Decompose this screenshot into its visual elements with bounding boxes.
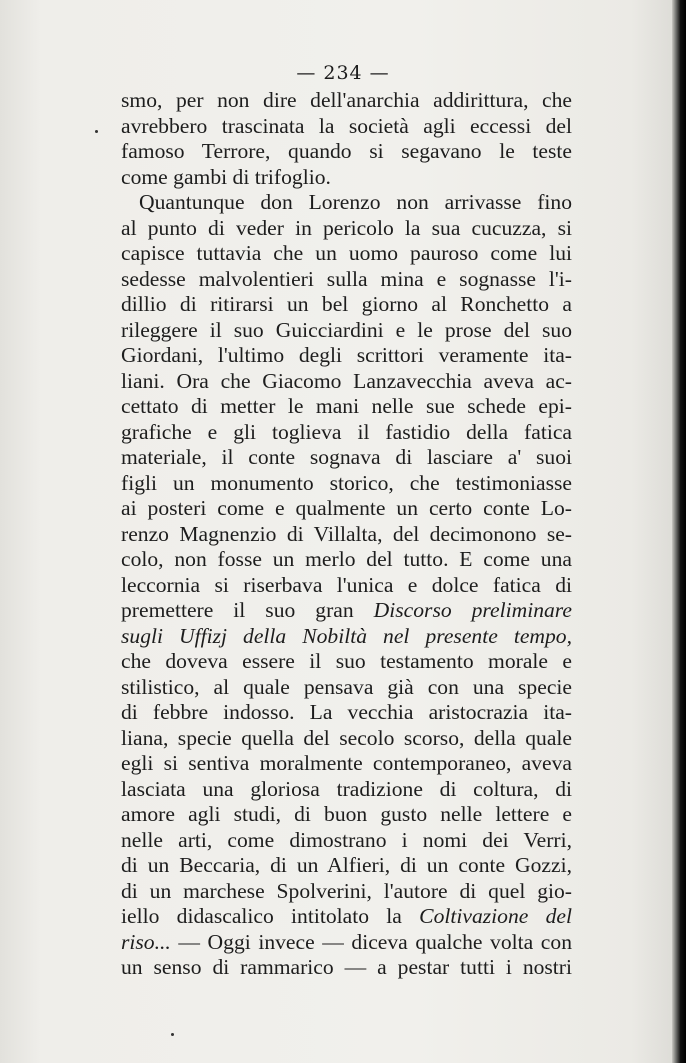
text-segment: sedesse malvolentieri sulla mina e sognasse l'i- (121, 266, 572, 291)
text-line (121, 471, 572, 497)
text-line (121, 955, 572, 981)
text-line (121, 751, 572, 777)
text-segment: — Oggi invece — diceva qualche volta con (170, 929, 572, 954)
text-line (121, 369, 572, 395)
text-line (121, 573, 572, 599)
body-text (121, 88, 572, 981)
text-segment: liani. Ora che Giacomo Lanzavecchia aveva ac- (121, 368, 572, 393)
text-line (121, 114, 572, 140)
text-line (121, 828, 572, 854)
text-segment: leccornia si riserbava l'unica e dolce fatica di (121, 572, 572, 597)
text-line (121, 649, 572, 675)
text-line (121, 522, 572, 548)
text-segment: iello didascalico intitolato la (121, 904, 420, 928)
text-segment: dillio di ritirarsi un bel giorno al Ronchetto a (121, 292, 572, 316)
italic-text: Coltivazione del (419, 904, 572, 928)
text-segment: ai posteri come e qualmente un certo conte Lo- (121, 496, 572, 520)
text-line (121, 675, 572, 701)
text-line (121, 802, 572, 828)
text-segment: cettato di metter le mani nelle sue schede epi- (121, 394, 572, 418)
text-segment: materiale, il conte sognava di lasciare a' suoi (121, 445, 572, 469)
text-segment: nelle arti, come dimostrano i nomi dei Verri, (121, 827, 572, 852)
text-segment: colo, non fosse un merlo del tutto. E come una (121, 547, 572, 571)
text-segment: renzo Magnenzio di Villalta, del decimonono se- (121, 521, 572, 546)
text-segment: al punto di veder in pericolo la sua cucuzza, si (121, 215, 572, 240)
text-segment: grafiche e gli toglieva il fastidio della fatica (121, 419, 572, 444)
text-segment: un senso di rammarico — a pestar tutti i nostri (121, 955, 572, 979)
text-segment: di un Beccaria, di un Alfieri, di un conte Gozzi, (121, 853, 572, 877)
text-line (121, 904, 572, 930)
text-line (121, 624, 572, 650)
text-segment: liana, specie quella del secolo scorso, della quale (121, 725, 572, 750)
text-segment: rileggere il suo Guicciardini e le prose del suo (121, 317, 572, 342)
text-segment: di un marchese Spolverini, l'autore di quel gio- (121, 878, 572, 903)
italic-text: sugli Uffizj della Nobiltà nel presente tempo, (121, 623, 572, 648)
text-segment: stilistico, al quale pensava già con una specie (121, 674, 572, 699)
text-line (121, 88, 572, 114)
text-segment: avrebbero trascinata la società agli eccessi del (121, 113, 572, 138)
text-segment: famoso Terrore, quando si segavano le teste (121, 139, 572, 163)
text-segment: premettere il suo gran (121, 598, 374, 622)
text-line (121, 853, 572, 879)
text-line (121, 292, 572, 318)
text-segment: amore agli studi, di buon gusto nelle lettere e (121, 802, 572, 826)
text-line (121, 420, 572, 446)
text-segment: figli un monumento storico, che testimoniasse (121, 470, 572, 495)
text-line (121, 598, 572, 624)
text-line (121, 318, 572, 344)
italic-text: riso... (121, 929, 171, 954)
text-line (121, 343, 572, 369)
text-line (121, 777, 572, 803)
text-segment: che doveva essere il suo testamento morale e (121, 649, 572, 673)
text-segment: Giordani, l'ultimo degli scrittori veramente ita- (121, 343, 572, 367)
text-line (121, 547, 572, 573)
text-line (121, 190, 572, 216)
text-segment: come gambi di trifoglio. (121, 164, 331, 189)
text-segment: capisce tuttavia che un uomo pauroso come lui (121, 241, 572, 265)
text-segment: Quantunque don Lorenzo non arrivasse fino (139, 190, 572, 214)
text-line (121, 139, 572, 165)
text-line (121, 496, 572, 522)
text-line (121, 879, 572, 905)
page-number: — 234 — (296, 62, 390, 84)
text-line (121, 930, 572, 956)
print-speck (171, 1033, 174, 1036)
text-line (121, 394, 572, 420)
text-line (121, 267, 572, 293)
text-segment: lasciata una gloriosa tradizione di coltura, di (121, 776, 572, 801)
italic-text: Discorso preliminare (373, 598, 572, 622)
text-line (121, 216, 572, 242)
text-line (121, 445, 572, 471)
text-line (121, 241, 572, 267)
text-segment: smo, per non dire dell'anarchia addirittura, che (121, 88, 572, 112)
text-line (121, 700, 572, 726)
text-line (121, 726, 572, 752)
text-segment: di febbre indosso. La vecchia aristocrazia ita- (121, 700, 572, 724)
print-speck (95, 130, 98, 133)
text-segment: egli si sentiva moralmente contemporaneo, aveva (121, 751, 572, 775)
page-binding-edge (672, 0, 686, 1063)
text-line (121, 165, 572, 191)
